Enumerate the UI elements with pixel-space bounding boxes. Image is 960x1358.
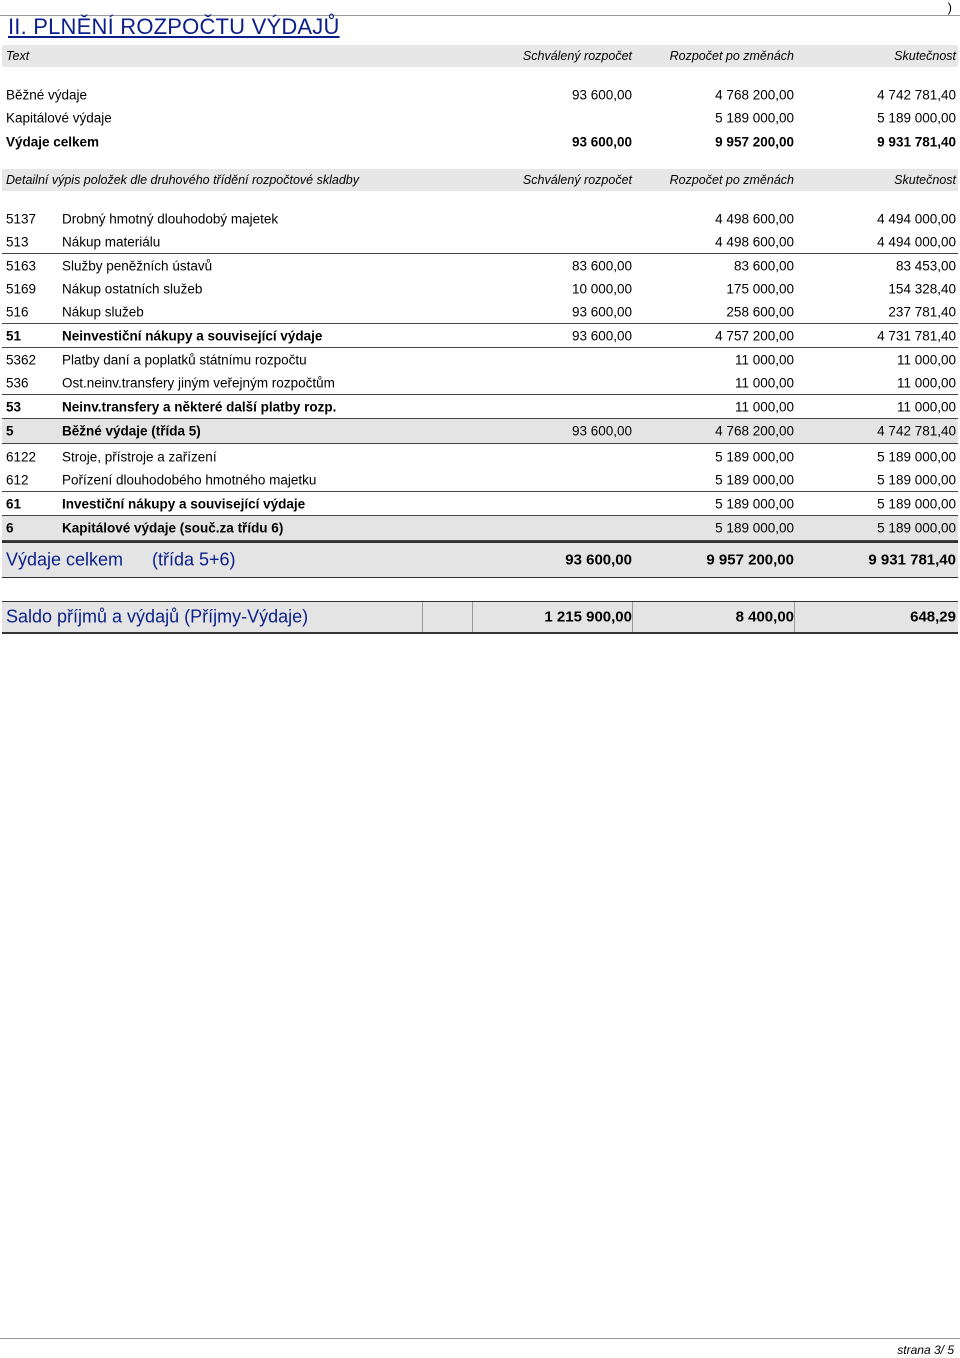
row-skutecnost: 237 781,40: [888, 304, 956, 319]
grand-total-class: (třída 5+6): [152, 549, 236, 570]
saldo-skutecnost: 648,29: [910, 608, 956, 626]
table-row: [2, 348, 958, 371]
table-row: [2, 254, 958, 277]
row-name: Běžné výdaje (třída 5): [62, 423, 201, 439]
row-skutecnost: 154 328,40: [888, 281, 956, 296]
saldo-divider: [472, 602, 473, 632]
row-zmeny: 258 600,00: [726, 304, 794, 319]
summary-header: [2, 45, 958, 67]
row-zmeny: 5 189 000,00: [715, 520, 794, 536]
saldo-label: Saldo příjmů a výdajů (Příjmy-Výdaje): [6, 606, 309, 627]
table-row: [2, 468, 958, 492]
row-code: 6: [6, 520, 14, 536]
row-zmeny: 4 757 200,00: [715, 328, 794, 343]
summary-row-total: [2, 130, 958, 153]
row-name: Nákup ostatních služeb: [62, 281, 203, 296]
table-row-class-total: [2, 516, 958, 541]
row-code: 5169: [6, 281, 37, 296]
row-zmeny: 11 000,00: [734, 375, 794, 390]
table-row: [2, 371, 958, 395]
header-skutecnost: Skutečnost: [894, 173, 956, 187]
header-text: Text: [6, 49, 30, 63]
header-zmeny: Rozpočet po změnách: [669, 173, 794, 187]
summary-skutecnost: 5 189 000,00: [877, 110, 956, 125]
row-name: Nákup služeb: [62, 304, 144, 319]
row-name: Neinv.transfery a některé další platby rozp.: [62, 399, 337, 414]
row-code: 61: [6, 496, 22, 511]
table-row: [2, 230, 958, 254]
table-row: [2, 300, 958, 324]
row-code: 5137: [6, 211, 37, 226]
table-row: [2, 445, 958, 468]
row-zmeny: 11 000,00: [734, 399, 794, 414]
summary-row: [2, 83, 958, 106]
row-zmeny: 5 189 000,00: [715, 496, 794, 511]
saldo-row: [2, 601, 958, 634]
row-skutecnost: 4 731 781,40: [877, 328, 956, 343]
summary-schvaleny: 93 600,00: [571, 87, 632, 102]
row-zmeny: 5 189 000,00: [715, 472, 794, 487]
grand-total-skutecnost: 9 931 781,40: [868, 551, 956, 569]
row-name: Kapitálové výdaje (souč.za třídu 6): [62, 520, 284, 536]
row-code: 5362: [6, 352, 37, 367]
saldo-zmeny: 8 400,00: [735, 608, 794, 626]
row-code: 5: [6, 423, 14, 439]
row-skutecnost: 11 000,00: [896, 375, 956, 390]
row-schvaleny: 83 600,00: [571, 258, 632, 273]
row-zmeny: 175 000,00: [726, 281, 794, 296]
row-zmeny: 4 768 200,00: [715, 423, 794, 439]
row-skutecnost: 4 494 000,00: [877, 234, 956, 249]
row-skutecnost: 5 189 000,00: [877, 520, 956, 536]
row-code: 516: [6, 304, 29, 319]
row-skutecnost: 83 453,00: [895, 258, 956, 273]
row-skutecnost: 5 189 000,00: [877, 496, 956, 511]
header-text: Detailní výpis položek dle druhového třídění rozpočtové skladby: [6, 173, 359, 187]
row-code: 51: [6, 328, 22, 343]
row-zmeny: 11 000,00: [734, 352, 794, 367]
row-schvaleny: 93 600,00: [571, 423, 632, 439]
header-skutecnost: Skutečnost: [894, 49, 956, 63]
row-name: Stroje, přístroje a zařízení: [62, 449, 217, 464]
table-row-subtotal: [2, 395, 958, 419]
row-skutecnost: 4 494 000,00: [877, 211, 956, 226]
saldo-schvaleny: 1 215 900,00: [544, 608, 632, 626]
corner-mark: ): [947, 0, 952, 15]
summary-zmeny: 5 189 000,00: [715, 110, 794, 125]
row-code: 53: [6, 399, 22, 414]
footer-rule: [0, 1338, 960, 1339]
row-skutecnost: 11 000,00: [896, 352, 956, 367]
grand-total-schvaleny: 93 600,00: [565, 551, 632, 569]
row-zmeny: 4 498 600,00: [715, 211, 794, 226]
row-name: Neinvestiční nákupy a související výdaje: [62, 328, 323, 343]
grand-total-zmeny: 9 957 200,00: [706, 551, 794, 569]
row-zmeny: 4 498 600,00: [715, 234, 794, 249]
page-number: strana 3/ 5: [897, 1343, 954, 1357]
summary-schvaleny: 93 600,00: [571, 134, 632, 149]
saldo-divider: [794, 602, 795, 632]
row-skutecnost: 11 000,00: [896, 399, 956, 414]
row-name: Drobný hmotný dlouhodobý majetek: [62, 211, 279, 226]
row-schvaleny: 93 600,00: [571, 328, 632, 343]
row-name: Investiční nákupy a související výdaje: [62, 496, 306, 511]
grand-total-row: [2, 541, 958, 578]
row-code: 513: [6, 234, 29, 249]
row-skutecnost: 4 742 781,40: [877, 423, 956, 439]
summary-text: Kapitálové výdaje: [6, 110, 112, 125]
row-schvaleny: 10 000,00: [571, 281, 632, 296]
row-skutecnost: 5 189 000,00: [877, 472, 956, 487]
summary-text: Výdaje celkem: [6, 134, 100, 149]
summary-skutecnost: 4 742 781,40: [877, 87, 956, 102]
summary-row: [2, 106, 958, 129]
table-row: [2, 207, 958, 230]
row-name: Služby peněžních ústavů: [62, 258, 213, 273]
row-zmeny: 83 600,00: [733, 258, 794, 273]
summary-skutecnost: 9 931 781,40: [877, 134, 956, 149]
row-code: 5163: [6, 258, 37, 273]
header-schvaleny: Schválený rozpočet: [522, 49, 632, 63]
row-name: Pořízení dlouhodobého hmotného majetku: [62, 472, 317, 487]
row-zmeny: 5 189 000,00: [715, 449, 794, 464]
summary-text: Běžné výdaje: [6, 87, 88, 102]
row-code: 536: [6, 375, 29, 390]
table-row-class-total: [2, 419, 958, 444]
grand-total-label: Výdaje celkem: [6, 549, 124, 570]
summary-zmeny: 4 768 200,00: [715, 87, 794, 102]
summary-zmeny: 9 957 200,00: [715, 134, 794, 149]
row-schvaleny: 93 600,00: [571, 304, 632, 319]
header-schvaleny: Schválený rozpočet: [522, 173, 632, 187]
saldo-divider: [632, 602, 633, 632]
row-name: Platby daní a poplatků státnímu rozpočtu: [62, 352, 307, 367]
detail-header: [2, 169, 958, 191]
table-row: [2, 277, 958, 300]
row-skutecnost: 5 189 000,00: [877, 449, 956, 464]
page-title: II. PLNĚNÍ ROZPOČTU VÝDAJŮ: [8, 14, 340, 39]
table-row-subtotal: [2, 324, 958, 348]
row-code: 612: [6, 472, 29, 487]
row-code: 6122: [6, 449, 37, 464]
row-name: Nákup materiálu: [62, 234, 161, 249]
row-name: Ost.neinv.transfery jiným veřejným rozpočtům: [62, 375, 335, 390]
header-zmeny: Rozpočet po změnách: [669, 49, 794, 63]
saldo-divider: [422, 602, 423, 632]
table-row-subtotal: [2, 492, 958, 516]
